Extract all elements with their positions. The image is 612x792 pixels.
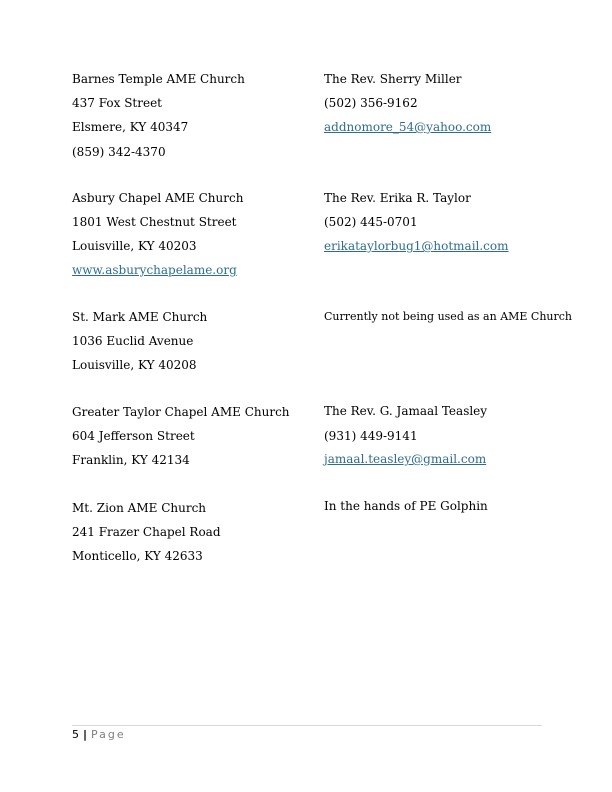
church-city: Elsmere, KY 40347 xyxy=(72,120,189,134)
pastor-phone: (931) 449-9141 xyxy=(324,429,418,443)
church-street: 241 Frazer Chapel Road xyxy=(72,525,221,539)
pastor-email-link[interactable]: jamaal.teasley@gmail.com xyxy=(324,452,487,466)
footer-divider xyxy=(72,725,542,726)
church-phone: (859) 342-4370 xyxy=(72,145,166,159)
church-street: 437 Fox Street xyxy=(72,96,162,110)
church-name: Barnes Temple AME Church xyxy=(72,72,245,86)
church-city: Monticello, KY 42633 xyxy=(72,549,203,563)
pastor-email-link[interactable]: addnomore_54@yahoo.com xyxy=(324,120,492,134)
church-city: Louisville, KY 40208 xyxy=(72,358,197,372)
pastor-phone: (502) 356-9162 xyxy=(324,96,418,110)
pastor-name: The Rev. Sherry Miller xyxy=(324,72,462,86)
church-name: St. Mark AME Church xyxy=(72,310,208,324)
church-city: Louisville, KY 40203 xyxy=(72,239,197,253)
church-city: Franklin, KY 42134 xyxy=(72,453,190,467)
church-status-note: In the hands of PE Golphin xyxy=(324,499,488,513)
footer-separator: | xyxy=(83,728,88,741)
pastor-email-link[interactable]: erikataylorbug1@hotmail.com xyxy=(324,239,509,253)
church-street: 1036 Euclid Avenue xyxy=(72,334,194,348)
pastor-name: The Rev. Erika R. Taylor xyxy=(324,191,471,205)
page-number: 5 xyxy=(72,728,79,741)
pastor-name: The Rev. G. Jamaal Teasley xyxy=(324,404,488,418)
pastor-phone: (502) 445-0701 xyxy=(324,215,418,229)
church-status-note: Currently not being used as an AME Church xyxy=(324,310,573,323)
church-name: Greater Taylor Chapel AME Church xyxy=(72,405,290,419)
church-name: Mt. Zion AME Church xyxy=(72,501,207,515)
church-website-link[interactable]: www.asburychapelame.org xyxy=(72,263,237,277)
page-label: Page xyxy=(91,728,126,741)
church-street: 1801 West Chestnut Street xyxy=(72,215,237,229)
page-footer xyxy=(72,728,126,741)
church-street: 604 Jefferson Street xyxy=(72,429,195,443)
church-name: Asbury Chapel AME Church xyxy=(72,191,244,205)
